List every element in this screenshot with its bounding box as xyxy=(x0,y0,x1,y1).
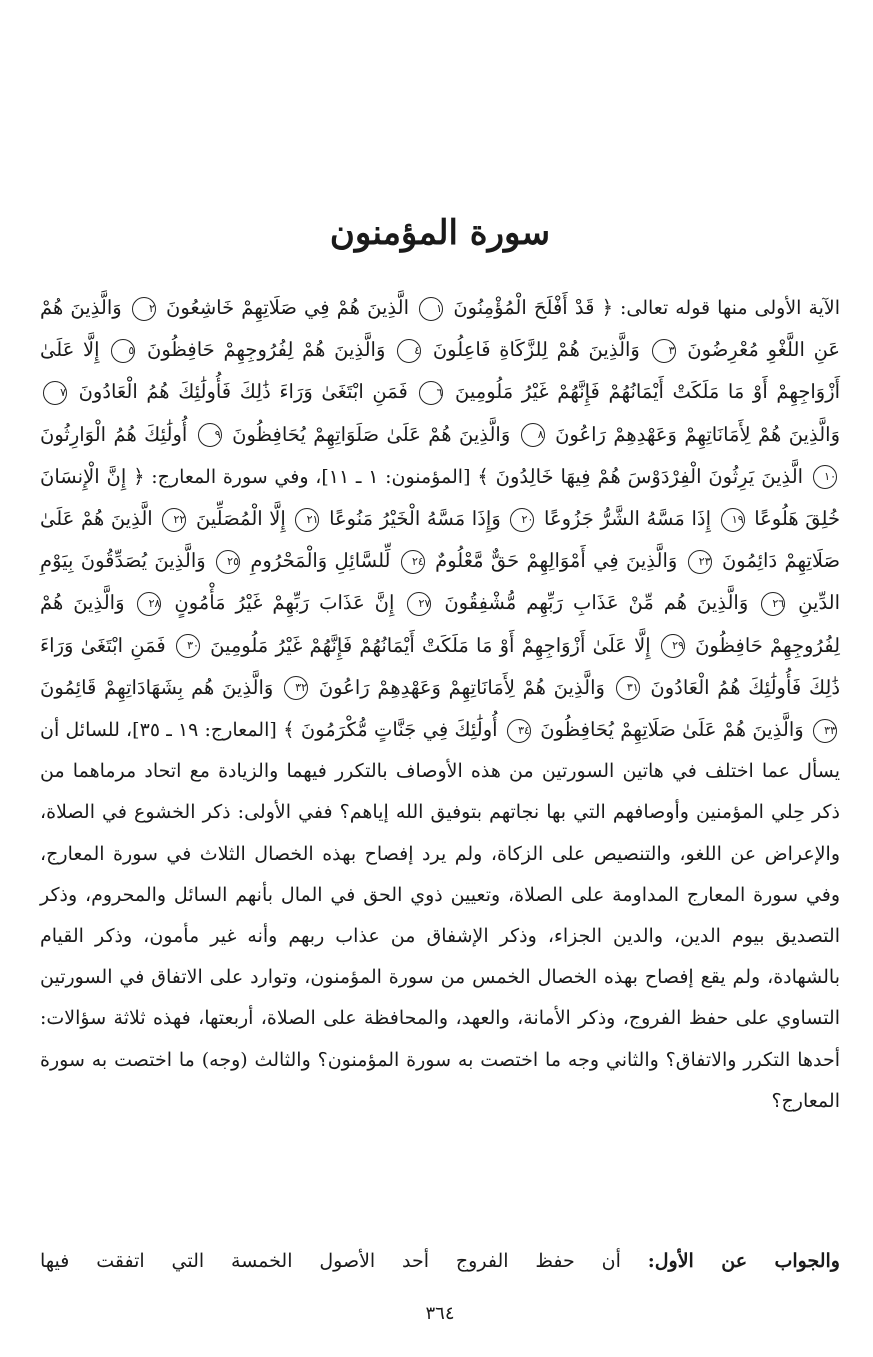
maarij-intro-text: وفي سورة المعارج: xyxy=(144,465,309,488)
verse-number-marker: ٢٣ xyxy=(688,550,712,574)
verse-number-marker: ١٠ xyxy=(813,465,837,489)
verse-list xyxy=(40,296,840,488)
verse-number-marker: ٢ xyxy=(132,297,156,321)
verse-number-marker: ٢٩ xyxy=(661,634,685,658)
verse-number-marker: ١ xyxy=(419,297,443,321)
verse-text: وَالَّذِينَ فِي أَمْوَالِهِمْ حَقٌّ مَّعْلُومٌ xyxy=(435,549,678,573)
verse-text: إِنَّ عَذَابَ رَبِّهِمْ غَيْرُ مَأْمُونٍ xyxy=(174,591,395,615)
verse-number-marker: ٢٦ xyxy=(761,592,785,616)
verse-list xyxy=(40,465,840,741)
verse-number-marker: ٣١ xyxy=(616,676,640,700)
verse-number-marker: ٣ xyxy=(652,339,676,363)
verse-number-marker: ٣٢ xyxy=(284,676,308,700)
verse-text: وَالَّذِينَ هُمْ لِأَمَانَاتِهِمْ وَعَهْدِهِمْ رَاعُونَ xyxy=(555,422,840,446)
reference-maarij: [المعارج: ١٩ ـ ٣٥]، xyxy=(119,719,277,742)
verse-text: إِنَّ الْإِنسَانَ خُلِقَ هَلُوعًا xyxy=(40,464,841,531)
verse-text: وَالَّذِينَ هُمْ عَلَىٰ صَلَاتِهِمْ يُحَافِظُونَ xyxy=(540,718,804,742)
verse-number-marker: ٩ xyxy=(198,423,222,447)
verse-number-marker: ٨ xyxy=(521,423,545,447)
verse-number-marker: ٦ xyxy=(419,381,443,405)
verse-text: وَالَّذِينَ هُمْ عَلَىٰ صَلَوَاتِهِمْ يُحَافِظُونَ xyxy=(232,422,511,446)
verse-number-marker: ١٩ xyxy=(721,508,745,532)
quran-quote-muminun xyxy=(40,296,840,488)
answer-lead: والجواب عن الأول: xyxy=(647,1250,840,1272)
verse-number-marker: ٢٥ xyxy=(216,550,240,574)
answer-text: أن حفظ الفروج أحد الأصول الخمسة التي اتفقت فيها xyxy=(40,1250,621,1272)
page-number: ٣٦٤ xyxy=(425,1303,455,1324)
verse-number-marker: ٢٧ xyxy=(407,592,431,616)
reference-muminun: [المؤمنون: ١ ـ ١١]، xyxy=(308,465,471,488)
verse-text: أُولَٰئِكَ فِي جَنَّاتٍ مُّكْرَمُونَ xyxy=(300,718,498,742)
verse-number-marker: ٢٤ xyxy=(401,550,425,574)
verse-text: فَمَنِ ابْتَغَىٰ وَرَاءَ ذَٰلِكَ فَأُولَٰئِكَ هُمُ الْعَادُونَ xyxy=(40,633,840,699)
verse-text: إِلَّا عَلَىٰ أَزْوَاجِهِمْ أَوْ مَا مَلَكَتْ أَيْمَانُهُمْ فَإِنَّهُمْ غَيْرُ مَلُومِينَ xyxy=(40,338,841,404)
intro-text: الآية الأولى منها قوله تعالى: xyxy=(613,297,841,319)
verse-text: إِذَا مَسَّهُ الشَّرُّ جَزُوعًا xyxy=(544,507,711,531)
question-paragraph: للسائل أن يسأل عما اختلف في هاتين السورتين من هذه الأوصاف بالتكرر فيهما والزيادة مع اتحاد مرماهما من ذكر حِلي المؤمنين وأوصافهم التي بها نجاتهم بتوفيق الله إياهم؟ ففي الأولى: ذكر الخشوع في الصلاة، والإعراض عن اللغو، والتنصيص على الزكاة، ولم يرد إفصاح بهذه الخصال الثلاث في سورة المعارج، وفي سورة المعارج المداومة على الصلاة، وتعيين ذوي الحق في المال بأنهم السائل والمحروم، وذكر التصديق بيوم الدين، والدين الجزاء، وذكر الإشفاق من عذاب ربهم وأنه غير مأمون، وذكر القيام بالشهادة، ولم يقع إفصاح بهذه الخصال الخمس من سورة المؤمنون، وتوارد على الاتفاق في السورتين التساوي على حفظ الفروج، وذكر الأمانة، والعهد، والمحافظة على الصلاة، أربعتها، فهذه ثلاثة سؤالات: أحدها التكرر والاتفاق؟ والثاني وجه ما اختصت به سورة المؤمنون؟ والثالث (وجه) ما اختصت به سورة المعارج؟ xyxy=(40,719,840,1112)
verse-text: وَالَّذِينَ هُمْ لِفُرُوجِهِمْ حَافِظُونَ xyxy=(40,591,841,657)
quran-open-bracket: ﴿ xyxy=(133,464,145,488)
verse-text: وَالَّذِينَ هُمْ عَنِ اللَّغْوِ مُعْرِضُونَ xyxy=(40,296,841,362)
verse-text: إِلَّا الْمُصَلِّينَ xyxy=(195,507,286,531)
verse-number-marker: ٧ xyxy=(43,381,67,405)
verse-number-marker: ٣٤ xyxy=(507,719,531,743)
verse-text: وَالَّذِينَ يُصَدِّقُونَ بِيَوْمِ الدِّينِ xyxy=(40,549,841,615)
verse-number-marker: ٢١ xyxy=(295,508,319,532)
quran-close-bracket: ﴾ xyxy=(477,464,489,488)
verse-number-marker: ٥ xyxy=(111,339,135,363)
verse-number-marker: ٢٠ xyxy=(510,508,534,532)
verse-number-marker: ٤ xyxy=(397,339,421,363)
verse-text: قَدْ أَفْلَحَ الْمُؤْمِنُونَ xyxy=(453,296,595,319)
verse-number-marker: ٣٠ xyxy=(176,634,200,658)
main-paragraph xyxy=(40,287,840,1122)
answer-paragraph xyxy=(40,1241,840,1282)
verse-text: الَّذِينَ يَرِثُونَ الْفِرْدَوْسَ هُمْ فِيهَا خَالِدُونَ xyxy=(495,464,804,488)
verse-text: الَّذِينَ هُمْ عَلَىٰ صَلَاتِهِمْ دَائِمُونَ xyxy=(40,507,841,573)
verse-number-marker: ٢٢ xyxy=(162,508,186,532)
quran-open-bracket: ﴿ xyxy=(601,296,613,319)
verse-text: وَإِذَا مَسَّهُ الْخَيْرُ مَنُوعًا xyxy=(329,507,501,531)
book-page xyxy=(40,0,840,1357)
quran-close-bracket: ﴾ xyxy=(283,718,295,742)
surah-title: سورة المؤمنون xyxy=(329,213,551,253)
verse-text: وَالَّذِينَ هُم بِشَهَادَاتِهِمْ قَائِمُونَ xyxy=(40,675,274,699)
verse-text: أُولَٰئِكَ هُمُ الْوَارِثُونَ xyxy=(40,422,188,446)
verse-text: إِلَّا عَلَىٰ أَزْوَاجِهِمْ أَوْ مَا مَلَكَتْ أَيْمَانُهُمْ فَإِنَّهُمْ غَيْرُ مَلُومِينَ xyxy=(210,633,651,657)
verse-text: وَالَّذِينَ هُمْ لِفُرُوجِهِمْ حَافِظُونَ xyxy=(147,338,386,362)
verse-text: وَالَّذِينَ هُم مِّنْ عَذَابِ رَبِّهِم مُّشْفِقُونَ xyxy=(444,591,749,615)
verse-number-marker: ٢٨ xyxy=(137,592,161,616)
verse-text: الَّذِينَ هُمْ فِي صَلَاتِهِمْ خَاشِعُونَ xyxy=(166,296,410,319)
verse-text: لِّلسَّائِلِ وَالْمَحْرُومِ xyxy=(250,549,391,573)
verse-text: وَالَّذِينَ هُمْ لِأَمَانَاتِهِمْ وَعَهْدِهِمْ رَاعُونَ xyxy=(318,675,605,699)
quran-quote-maarij xyxy=(40,465,840,741)
verse-text: فَمَنِ ابْتَغَىٰ وَرَاءَ ذَٰلِكَ فَأُولَٰئِكَ هُمُ الْعَادُونَ xyxy=(78,380,408,404)
verse-text: وَالَّذِينَ هُمْ لِلزَّكَاةِ فَاعِلُونَ xyxy=(432,338,640,362)
verse-number-marker: ٣٣ xyxy=(813,719,837,743)
